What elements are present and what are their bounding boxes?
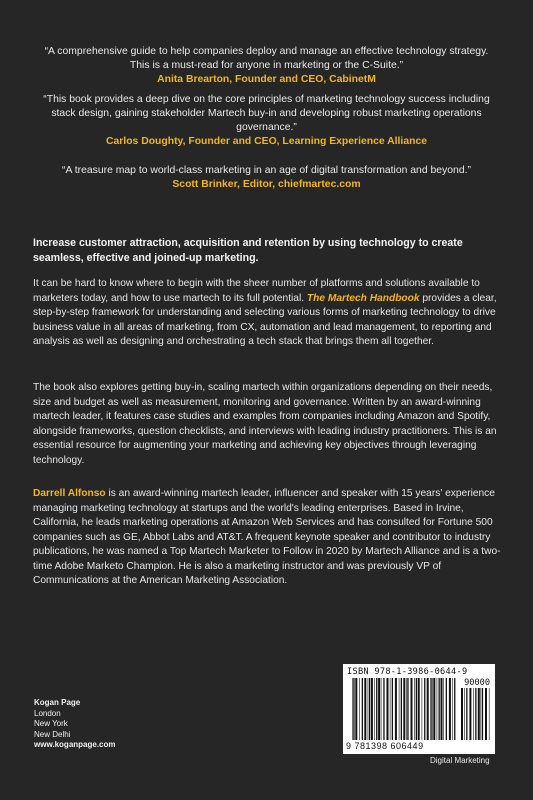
barcode-bar bbox=[449, 678, 451, 740]
barcode-bar bbox=[374, 678, 375, 740]
quote-3 bbox=[40, 164, 493, 192]
barcode-bar bbox=[362, 678, 363, 740]
barcode-bar bbox=[473, 688, 474, 740]
quote-attribution: Scott Brinker, Editor, chiefmartec.com bbox=[172, 179, 361, 190]
barcode-bar bbox=[395, 678, 397, 740]
barcode-bar bbox=[371, 678, 373, 740]
barcode-bar bbox=[443, 678, 444, 740]
book-title: The Martech Handbook bbox=[306, 292, 420, 304]
barcode-bar bbox=[485, 688, 487, 740]
quote-text: “A comprehensive guide to help companies deploy and manage an effective technology strategy. This is a must-read for anyone in marketing or the C-Suite.” bbox=[44, 46, 489, 71]
quote-1 bbox=[40, 45, 493, 87]
barcode-bar bbox=[406, 678, 407, 740]
barcode-bar bbox=[414, 678, 415, 740]
barcode-bar bbox=[469, 688, 471, 740]
barcode-bar bbox=[482, 688, 483, 740]
paragraph-text: provides a clear, step-by-step framework for understanding and selecting various forms of marketing technology to drive business value in all areas of marketing, from CX, automation and lead management, to reporting and analysis as well as designing and orchestrating a tech stack that brings them all together. bbox=[33, 292, 497, 347]
barcode-bar bbox=[481, 688, 482, 740]
barcode-bar bbox=[353, 678, 354, 740]
barcode-bar bbox=[364, 678, 366, 740]
category-label: Digital Marketing bbox=[430, 756, 490, 765]
barcode-bar bbox=[403, 678, 405, 740]
author-bio-text: is an award-winning martech leader, influencer and speaker with 15 years' experience managing marketing technology at startups and the world's leading enterprises. Based in Irvine, California, he leads marketing operations at Amazon Web Services and has consulted for Fortune 500 companies such as GE, Abbot Labs and AT&T. A frequent keynote speaker and contributor to industry publications, he was named a Top Martech Marketer to Follow in 2020 by Martech Alliance and is a two-time Adobe Marketo Champion. He is also a marketing instructor and was previously VP of Communications at the American Marketing Association. bbox=[33, 488, 501, 586]
publisher-name: Kogan Page bbox=[34, 698, 81, 707]
quote-attribution: Anita Brearton, Founder and CEO, CabinetM bbox=[157, 74, 376, 85]
barcode-bar bbox=[399, 678, 400, 740]
isbn-number: ISBN 978-1-3986-0644-9 bbox=[347, 667, 468, 677]
description-paragraph-2: The book also explores getting buy-in, scaling martech within organizations depending on their needs, size and budget as well as measurement, monitoring and governance. Written by an award-winning martech leader, it features case studies and examples from companies including Amazon and Spotify, alongside frameworks, question checklists, and interviews with leading industry practitioners. This is an essential resource for augmenting your marketing and achieving key objectives through leveraging technology. bbox=[33, 382, 497, 466]
barcode-bar bbox=[478, 688, 480, 740]
barcode-bar bbox=[446, 678, 447, 740]
quote-text: “A treasure map to world-class marketing in an age of digital transformation and beyond.” bbox=[62, 165, 471, 176]
publisher-city: London bbox=[34, 708, 61, 718]
barcode-bar bbox=[461, 688, 463, 740]
barcode-bar bbox=[381, 678, 382, 740]
publisher-city: New Delhi bbox=[34, 729, 71, 739]
barcode-bar bbox=[401, 678, 402, 740]
publisher-city: New York bbox=[34, 719, 68, 728]
barcode-bar bbox=[454, 678, 455, 740]
description-paragraph-1 bbox=[33, 277, 503, 350]
barcode-bar bbox=[369, 678, 370, 740]
quote-text: “This book provides a deep dive on the core principles of marketing technology success including stack design, gaining stakeholder Martech buy-in and developing robust marketing operations governance.” bbox=[43, 94, 490, 133]
barcode-bar bbox=[475, 688, 476, 740]
barcode-bar bbox=[416, 678, 417, 740]
barcode-bar bbox=[383, 678, 384, 740]
barcode-bar bbox=[411, 678, 413, 740]
barcode-bar bbox=[452, 678, 453, 740]
isbn-barcode bbox=[343, 664, 495, 754]
quote-attribution: Carlos Doughty, Founder and CEO, Learning Experience Alliance bbox=[105, 136, 427, 147]
publisher-url: www.koganpage.com bbox=[34, 740, 116, 749]
barcode-bar bbox=[352, 678, 353, 740]
author-name: Darrell Alfonso bbox=[33, 488, 106, 499]
barcode-bar bbox=[441, 678, 443, 740]
barcode-bar bbox=[368, 678, 369, 740]
barcode-bar bbox=[376, 678, 377, 740]
barcode-bar bbox=[422, 678, 423, 740]
barcode-bar bbox=[439, 678, 440, 740]
barcode-bar bbox=[387, 678, 389, 740]
barcode-bar bbox=[392, 678, 393, 740]
barcode-bar bbox=[431, 678, 432, 740]
barcode-bar bbox=[433, 678, 435, 740]
barcode-bar bbox=[390, 678, 391, 740]
barcode-bar bbox=[437, 678, 438, 740]
barcode-bar bbox=[489, 688, 490, 740]
publisher-block bbox=[34, 698, 116, 751]
barcode-bar bbox=[418, 678, 420, 740]
quote-2 bbox=[40, 93, 493, 149]
barcode-bar bbox=[407, 678, 408, 740]
price-code: 90000 bbox=[464, 678, 490, 688]
barcode-bar bbox=[427, 678, 429, 740]
barcode-bar bbox=[355, 678, 357, 740]
barcode-bar bbox=[466, 688, 467, 740]
barcode-digits: 9 781398 606449 bbox=[346, 741, 424, 751]
barcode-bar bbox=[378, 678, 380, 740]
barcode-bar bbox=[424, 678, 425, 740]
author-bio bbox=[33, 487, 503, 589]
barcode-bar bbox=[430, 678, 431, 740]
barcode-bar bbox=[359, 678, 360, 740]
paragraph-text: It can be hard to know where to begin with the sheer number of platforms and solutions available to marketers today, and how to use martech to its full potential. bbox=[33, 278, 480, 304]
lead-statement: Increase customer attraction, acquisition and retention by using technology to create seamless, effective and joined-up marketing. bbox=[33, 237, 463, 264]
barcode-bars bbox=[352, 678, 457, 740]
barcode-bar bbox=[464, 688, 465, 740]
barcode-addon-bars bbox=[461, 688, 491, 740]
